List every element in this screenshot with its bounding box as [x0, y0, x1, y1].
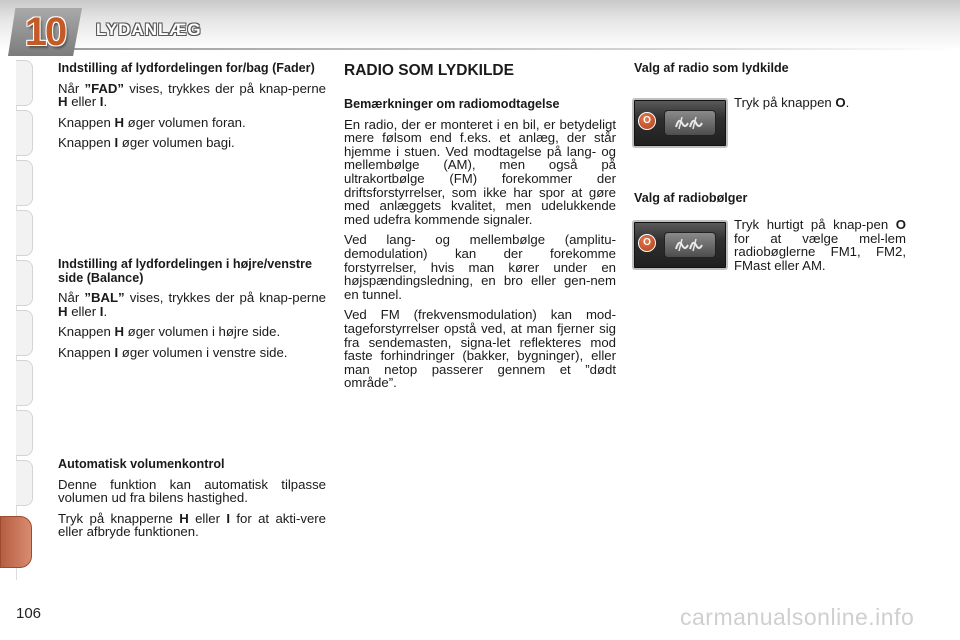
auto-volume-paragraph-1: Denne funktion kan automatisk tilpasse volumen ud fra bilens hastighed. — [58, 476, 326, 506]
auto-volume-section — [58, 458, 326, 546]
fader-heading: Indstilling af lydfordelingen for/bag (Fader) — [58, 61, 315, 75]
auto-volume-heading: Automatisk volumenkontrol — [58, 457, 225, 471]
balance-section — [58, 258, 326, 367]
side-tab-4[interactable] — [16, 210, 33, 256]
fader-section — [58, 62, 326, 157]
side-tabs — [0, 60, 34, 580]
reception-paragraph-2: Ved lang- og mellembølge (amplitu-demodulation) kan der forekomme forstyrrelser, hvis man kører under en højspændingsledning, en bro eller gen-nem en tunnel. — [344, 232, 616, 302]
balance-paragraph-1: Når ”BAL” vises, trykkes der på knap-perne H eller I. — [58, 290, 326, 319]
header-rule — [40, 48, 960, 50]
side-tab-7[interactable] — [16, 360, 33, 406]
radio-button-illustration-1 — [632, 98, 728, 148]
button-o-marker: O — [638, 112, 656, 130]
radio-button-illustration-2 — [632, 220, 728, 270]
reception-paragraph-1: En radio, der er monteret i en bil, er betydeligt mere følsom end f.eks. et anlæg, der står hjemme i stuen. Ved modtagelse på lang- og mellembølge (AM), men også på ultrakortbølge (FM) forekommer der driftsforstyrrelser, som ikke har spor at gøre med anlæggets kvalitet, men udelukkende med udefra kommende signaler. — [344, 116, 616, 227]
band-heading-wrap — [634, 192, 906, 212]
radio-wave-icon — [673, 235, 707, 255]
band-instruction: Tryk hurtigt på knap-pen O for at vælge mel-lem radiobøglerne FM1, FM2, FMast eller AM. — [734, 217, 906, 273]
fader-paragraph-3: Knappen I øger volumen bagi. — [58, 135, 235, 151]
chapter-number: 10 — [24, 10, 66, 54]
fader-paragraph-1: Når ”FAD” vises, trykkes der på knap-perne H eller I. — [58, 80, 326, 110]
side-tab-1[interactable] — [16, 60, 33, 106]
source-heading: Valg af radio som lydkilde — [634, 61, 789, 75]
radio-source-button[interactable] — [664, 110, 716, 136]
side-tab-10-active[interactable] — [0, 516, 32, 568]
side-tab-9[interactable] — [16, 460, 33, 506]
side-tab-3[interactable] — [16, 160, 33, 206]
radio-section-title: RADIO SOM LYDKILDE — [344, 62, 514, 79]
radio-band-button[interactable] — [664, 232, 716, 258]
fader-paragraph-2: Knappen H øger volumen foran. — [58, 114, 246, 130]
radio-wave-icon — [673, 113, 707, 133]
balance-heading: Indstilling af lydfordelingen i højre/venstre side (Balance) — [58, 257, 313, 285]
watermark: carmanualsonline.info — [680, 604, 915, 630]
chapter-title: LYDANLÆG — [96, 20, 202, 39]
balance-paragraph-2: Knappen H øger volumen i højre side. — [58, 324, 281, 340]
page-number: 106 — [16, 605, 42, 622]
band-heading: Valg af radiobølger — [634, 191, 748, 205]
column-right — [634, 62, 906, 82]
reception-paragraph-3: Ved FM (frekvensmodulation) kan mod-tageforstyrrelser opstå ved, at man fjerner sig fra sendemasten, signa-let reflekteres mod faste forhindringer (bakker, bygninger), eller man netop passerer gennem et ”dødt område”. — [344, 307, 616, 391]
balance-paragraph-3: Knappen I øger volumen i venstre side. — [58, 344, 288, 360]
column-middle — [344, 62, 616, 397]
side-tab-2[interactable] — [16, 110, 33, 156]
button-o-marker-2: O — [638, 234, 656, 252]
side-tab-5[interactable] — [16, 260, 33, 306]
source-instruction: Tryk på knappen O. — [734, 95, 850, 110]
side-tab-8[interactable] — [16, 410, 33, 456]
auto-volume-paragraph-2: Tryk på knapperne H eller I for at akti-vere eller afbryde funktionen. — [58, 510, 327, 540]
side-tab-6[interactable] — [16, 310, 33, 356]
radio-reception-heading: Bemærkninger om radiomodtagelse — [344, 97, 560, 111]
